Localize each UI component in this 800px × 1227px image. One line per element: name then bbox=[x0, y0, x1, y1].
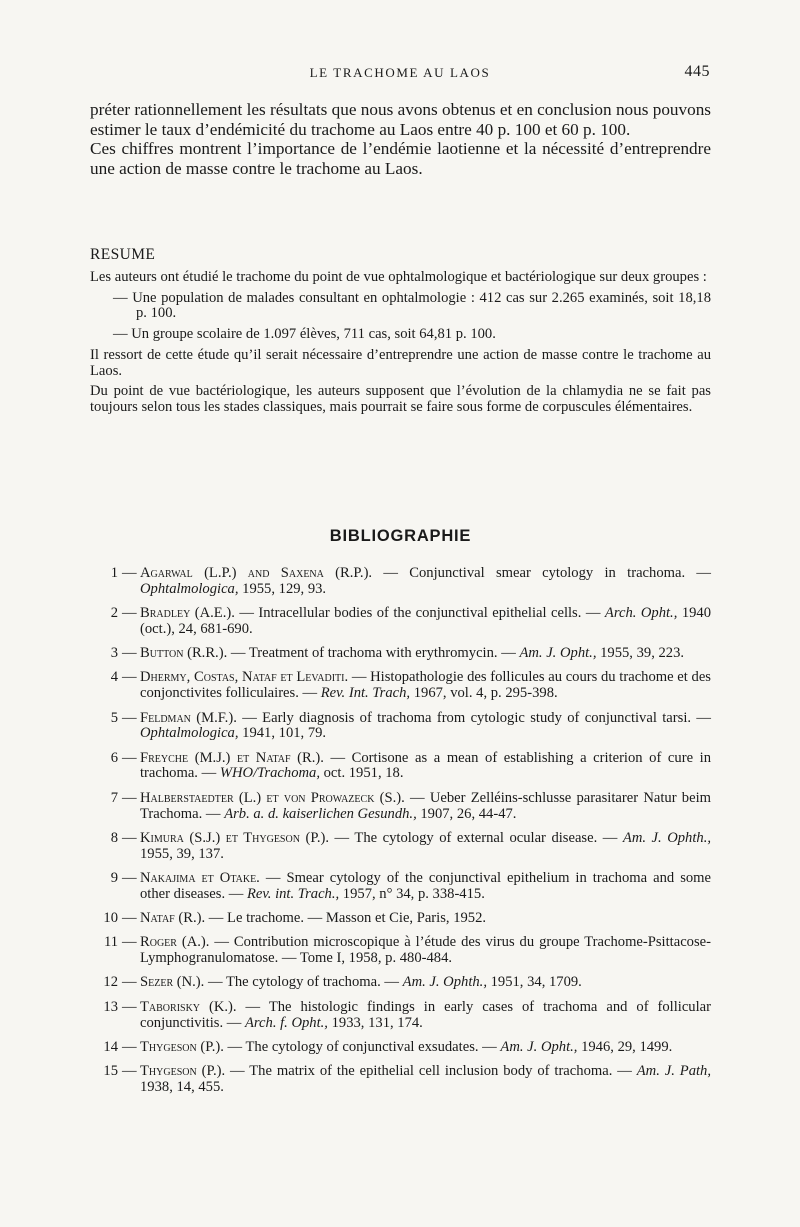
reference-dash: — bbox=[122, 934, 137, 951]
reference-authors: Halberstaedter (L.) et von Prowazeck (S.). bbox=[140, 789, 405, 806]
reference-source: Rev. int. Trach., bbox=[247, 885, 340, 902]
bibliography-title: BIBLIOGRAPHIE bbox=[329, 527, 472, 545]
body-paragraph: Ces chiffres montrent l’importance de l’endémie laotienne et la nécessité d’entreprendre une action de masse contre le trachome au Laos. bbox=[90, 139, 711, 178]
reference-title: — Le trachome. — Masson et Cie, Paris, 1952. bbox=[205, 910, 487, 927]
reference-number: 4 bbox=[110, 669, 118, 686]
reference-dash: — bbox=[122, 1063, 137, 1080]
reference-source: Am. J. Ophth., bbox=[622, 829, 711, 846]
reference-title: — Histopathologie des follicules au cours du trachome et des conjonctivites folliculaires. — bbox=[140, 669, 711, 702]
reference-dash: — bbox=[122, 869, 137, 886]
reference-source: Am. J. Ophth., bbox=[402, 974, 487, 991]
reference-details: 1938, 14, 455. bbox=[140, 1078, 224, 1095]
reference-details: 1907, 26, 44-47. bbox=[416, 805, 517, 822]
reference-title: — Ueber Zelléins-schlusse parasitarer Natur beim Trachoma. — bbox=[140, 789, 711, 822]
body-text bbox=[90, 100, 711, 178]
reference-authors: Nakajima et Otake. bbox=[140, 869, 260, 886]
reference-source: Arb. a. d. kaiserlichen Gesundh., bbox=[224, 805, 417, 822]
reference-number: 5 bbox=[110, 709, 118, 726]
reference-details: 1957, n° 34, p. 338-415. bbox=[339, 885, 485, 902]
reference-authors: Bradley (A.E.). bbox=[140, 605, 235, 622]
bibliography-entry bbox=[90, 871, 711, 903]
reference-number: 6 bbox=[110, 749, 118, 766]
reference-title: — Intracellular bodies of the conjunctival epithelial cells. — bbox=[234, 605, 605, 622]
resume-conclusion: Il ressort de cette étude qu’il serait nécessaire d’entreprendre une action de masse contre le trachome au Laos. bbox=[90, 346, 711, 379]
body-paragraph: préter rationnellement les résultats que nous avons obtenus et en conclusion nous pouvons estimer le taux d’endémicité du trachome au Laos entre 40 p. 100 et 60 p. 100. bbox=[90, 100, 711, 139]
resume-bacteriology: Du point de vue bactériologique, les auteurs supposent que l’évolution de la chlamydia ne se fait pas toujours selon tous les stades classiques, mais pourrait se faire sous forme de corpuscules élémentaires. bbox=[90, 383, 711, 415]
reference-number: 2 bbox=[110, 605, 118, 622]
reference-dash: — bbox=[122, 910, 137, 927]
page-number: 445 bbox=[684, 63, 710, 80]
reference-dash: — bbox=[122, 709, 137, 726]
reference-authors: Feldman (M.F.). bbox=[140, 709, 237, 726]
reference-details: 1946, 29, 1499. bbox=[577, 1038, 673, 1055]
reference-number: 8 bbox=[110, 829, 118, 846]
reference-authors: Sezer (N.). bbox=[140, 974, 205, 991]
reference-details: 1941, 101, 79. bbox=[238, 725, 327, 742]
reference-source: Ophtalmologica, bbox=[140, 725, 239, 742]
reference-number: 3 bbox=[110, 645, 118, 662]
reference-source: Am. J. Opht., bbox=[519, 645, 597, 662]
bibliography-entry bbox=[90, 791, 711, 823]
reference-title: — Conjunctival smear cytology in trachoma. — bbox=[372, 565, 711, 581]
resume-heading: RESUME bbox=[90, 246, 156, 263]
reference-source: Am. J. Opht., bbox=[500, 1038, 578, 1055]
reference-details: oct. 1951, 18. bbox=[319, 765, 404, 782]
reference-details: 1955, 39, 223. bbox=[596, 645, 685, 662]
bibliography-list bbox=[90, 566, 711, 1104]
reference-source: Arch. f. Opht., bbox=[245, 1014, 328, 1031]
bibliography-entry bbox=[90, 1000, 711, 1032]
reference-number: 9 bbox=[110, 869, 118, 886]
reference-dash: — bbox=[122, 565, 137, 581]
reference-title: — Smear cytology of the conjunctival epithelium in trachoma and some other diseases. — bbox=[140, 869, 711, 902]
reference-source: WHO/Trachoma, bbox=[219, 765, 320, 782]
reference-source: Am. J. Path, bbox=[636, 1063, 711, 1080]
reference-authors: Dhermy, Costas, Nataf et Levaditi. bbox=[140, 669, 349, 686]
resume-intro: Les auteurs ont étudié le trachome du point de vue ophtalmologique et bactériologique sur deux groupes : bbox=[90, 269, 707, 285]
reference-number: 1 bbox=[110, 565, 118, 581]
reference-authors: Freyche (M.J.) et Nataf (R.). bbox=[140, 749, 324, 766]
reference-details: 1955, 39, 137. bbox=[140, 845, 224, 862]
reference-title: — The histologic findings in early cases of trachoma and of follicular conjunctivitis. — bbox=[140, 998, 711, 1031]
reference-number: 11 bbox=[103, 934, 118, 951]
reference-source: Ophtalmologica, bbox=[140, 580, 239, 597]
reference-title: — Treatment of trachoma with erythromycin. — bbox=[227, 645, 520, 662]
resume-body bbox=[90, 270, 711, 416]
running-head bbox=[90, 63, 710, 83]
resume-item: — Une population de malades consultant en ophtalmologie : 412 cas sur 2.265 examinés, soit 18,18 p. 100. bbox=[113, 289, 711, 322]
reference-dash: — bbox=[122, 998, 137, 1015]
reference-authors: Nataf (R.). bbox=[140, 910, 206, 927]
reference-number: 15 bbox=[103, 1063, 118, 1080]
running-title: LE TRACHOME AU LAOS bbox=[309, 65, 491, 80]
reference-dash: — bbox=[122, 1038, 137, 1055]
bibliography-entry bbox=[90, 975, 711, 991]
reference-details: 1940 (oct.), 24, 681-690. bbox=[140, 605, 712, 637]
reference-authors: Thygeson (P.). bbox=[140, 1038, 224, 1055]
reference-title: — Contribution microscopique à l’étude des virus du groupe Trachome-Psittacose-Lymphogranulomatose. — Tome I, 1958, p. 480-484. bbox=[140, 934, 711, 967]
bibliography-entry bbox=[90, 935, 711, 967]
reference-number: 12 bbox=[103, 974, 118, 991]
reference-title: — The cytology of conjunctival exsudates. — bbox=[223, 1038, 501, 1055]
reference-number: 10 bbox=[103, 910, 118, 927]
bibliography-entry bbox=[90, 606, 711, 638]
reference-authors: Agarwal (L.P.) and Saxena (R.P.). bbox=[140, 565, 373, 581]
reference-dash: — bbox=[122, 669, 137, 686]
reference-dash: — bbox=[122, 829, 137, 846]
reference-authors: Button (R.R.). bbox=[140, 645, 228, 662]
resume-section bbox=[90, 246, 711, 421]
reference-source: Rev. Int. Trach, bbox=[320, 685, 411, 702]
reference-authors: Roger (A.). bbox=[140, 934, 210, 951]
reference-dash: — bbox=[122, 789, 137, 806]
reference-title: — The cytology of trachoma. — bbox=[204, 974, 403, 991]
reference-details: 1967, vol. 4, p. 295-398. bbox=[410, 685, 558, 702]
bibliography-entry bbox=[90, 911, 711, 927]
bibliography-entry bbox=[90, 566, 711, 598]
reference-dash: — bbox=[122, 605, 137, 622]
reference-dash: — bbox=[122, 749, 137, 766]
reference-dash: — bbox=[122, 645, 137, 662]
reference-number: 14 bbox=[103, 1038, 118, 1055]
reference-authors: Thygeson (P.). bbox=[140, 1063, 226, 1080]
reference-number: 13 bbox=[103, 998, 118, 1015]
reference-authors: Kimura (S.J.) et Thygeson (P.). bbox=[140, 829, 329, 846]
bibliography-entry bbox=[90, 646, 711, 662]
reference-title: — Early diagnosis of trachoma from cytologic study of conjunctival tarsi. — bbox=[236, 709, 711, 726]
reference-title: — The matrix of the epithelial cell inclusion body of trachoma. — bbox=[225, 1063, 637, 1080]
bibliography-entry bbox=[90, 1040, 711, 1056]
reference-source: Arch. Opht., bbox=[604, 605, 678, 622]
bibliography-entry bbox=[90, 1064, 711, 1096]
bibliography-entry bbox=[90, 711, 711, 743]
reference-authors: Taborisky (K.). bbox=[140, 998, 237, 1015]
bibliography-entry bbox=[90, 751, 711, 783]
reference-details: 1933, 131, 174. bbox=[327, 1014, 423, 1031]
resume-item: — Un groupe scolaire de 1.097 élèves, 711 cas, soit 64,81 p. 100. bbox=[113, 326, 496, 343]
bibliography-entry bbox=[90, 831, 711, 863]
bibliography-entry bbox=[90, 670, 711, 702]
reference-details: 1955, 129, 93. bbox=[238, 580, 327, 597]
reference-dash: — bbox=[122, 974, 137, 991]
reference-title: — The cytology of external ocular disease. — bbox=[329, 829, 623, 846]
reference-title: — Cortisone as a mean of establishing a criterion of cure in trachoma. — bbox=[140, 749, 711, 782]
reference-details: 1951, 34, 1709. bbox=[486, 974, 582, 991]
reference-number: 7 bbox=[110, 789, 118, 806]
